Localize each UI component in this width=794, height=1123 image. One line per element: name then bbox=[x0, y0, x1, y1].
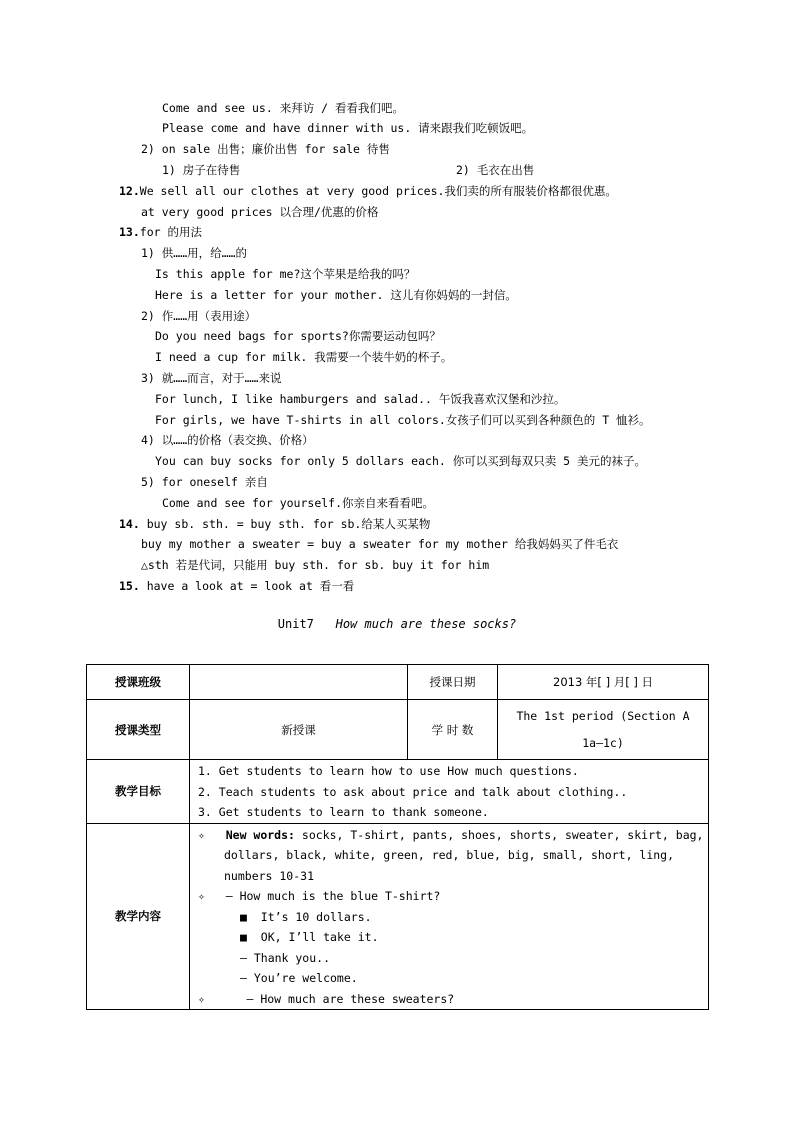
note-line bbox=[456, 162, 534, 178]
square-bullet-icon: ■ bbox=[240, 909, 247, 924]
goal-item: 1. Get students to learn how to use How much questions. bbox=[198, 764, 579, 778]
note-line bbox=[155, 328, 441, 344]
goals-cell bbox=[190, 760, 709, 824]
hours-label: 学 时 数 bbox=[408, 700, 498, 760]
dialogue-answer-2 bbox=[198, 927, 708, 948]
new-words-line2: dollars, black, white, green, red, blue, big, small, short, ling, bbox=[224, 848, 675, 862]
type-label: 授课类型 bbox=[87, 700, 190, 760]
item-number: 12. bbox=[119, 184, 140, 198]
hours-value-line1: The 1st period (Section A bbox=[516, 708, 690, 723]
hours-value-line2: 1a—1c) bbox=[582, 735, 624, 750]
new-words-label: New words: bbox=[225, 827, 295, 842]
note-line bbox=[155, 266, 415, 282]
note-line bbox=[141, 557, 489, 573]
note-text: for 的用法 bbox=[139, 225, 202, 239]
note-line bbox=[162, 495, 434, 511]
date-value: 2013 年[ ] 月[ ] 日 bbox=[498, 665, 709, 700]
note-line bbox=[119, 516, 430, 532]
dialogue-welcome: — You’re welcome. bbox=[240, 971, 358, 985]
note-text: You can buy socks for only 5 dollars each. 你可以买到每双只卖 5 美元的袜子。 bbox=[155, 454, 646, 468]
type-value: 新授课 bbox=[190, 700, 408, 760]
note-text: We sell all our clothes at very good prices.我们卖的所有服装价格都很优惠。 bbox=[139, 184, 617, 198]
goal-item: 3. Get students to learn to thank someone. bbox=[198, 805, 489, 819]
note-text: Come and see for yourself.你亲自来看看吧。 bbox=[162, 496, 435, 510]
item-number: 14. bbox=[119, 517, 140, 531]
diamond-bullet-icon: ✧ bbox=[198, 991, 205, 1006]
unit-question: How much are these socks? bbox=[335, 617, 517, 631]
note-text: 2) on sale 出售；廉价出售 for sale 待售 bbox=[141, 142, 390, 156]
note-line bbox=[141, 536, 618, 552]
note-text: Please come and have dinner with us. 请来跟我们吃顿饭吧。 bbox=[162, 121, 534, 135]
note-text: 2) 作……用（表用途） bbox=[141, 309, 257, 323]
note-text: Is this apple for me?这个苹果是给我的吗？ bbox=[155, 267, 416, 281]
note-line bbox=[141, 204, 378, 220]
note-text: 4) 以……的价格（表交换、价格） bbox=[141, 433, 314, 447]
unit-title bbox=[0, 617, 794, 631]
hours-value bbox=[498, 700, 709, 760]
note-text: △sth 若是代词，只能用 buy sth. for sb. buy it for him bbox=[141, 558, 490, 572]
note-line bbox=[155, 391, 565, 407]
note-line bbox=[141, 370, 281, 386]
note-text: at very good prices 以合理/优惠的价格 bbox=[141, 205, 379, 219]
note-text: 1) 供……用，给……的 bbox=[141, 246, 247, 260]
row-content bbox=[87, 823, 709, 1010]
note-text: Do you need bags for sports?你需要运动包吗？ bbox=[155, 329, 441, 343]
goals-label: 教学目标 bbox=[87, 760, 190, 824]
new-words-list: socks, T-shirt, pants, shoes, shorts, sweater, skirt, bag, bbox=[294, 827, 704, 842]
answer-text: It’s 10 dollars. bbox=[260, 909, 372, 924]
note-text: 3) 就……而言，对于……来说 bbox=[141, 371, 282, 385]
diamond-bullet-icon: ✧ bbox=[198, 889, 205, 903]
note-line bbox=[155, 287, 517, 303]
dialogue-answer-1 bbox=[198, 907, 708, 928]
note-line bbox=[141, 245, 247, 261]
note-line bbox=[162, 120, 533, 136]
note-line bbox=[155, 453, 646, 469]
note-text: Here is a letter for your mother. 这儿有你妈妈的一封信。 bbox=[155, 288, 517, 302]
note-text: 1) 房子在待售 bbox=[162, 163, 241, 177]
note-text: have a look at = look at 看一看 bbox=[139, 579, 355, 593]
note-line bbox=[119, 578, 354, 594]
class-label: 授课班级 bbox=[87, 665, 190, 700]
row-class bbox=[87, 665, 709, 700]
note-text: For lunch, I like hamburgers and salad.. 午饭我喜欢汉堡和沙拉。 bbox=[155, 392, 566, 406]
question-text: — How much are these sweaters? bbox=[246, 991, 455, 1006]
note-line bbox=[155, 412, 651, 428]
note-text: I need a cup for milk. 我需要一个装牛奶的杯子。 bbox=[155, 350, 453, 364]
dialogue-thanks: — Thank you.. bbox=[240, 950, 331, 965]
note-line bbox=[141, 141, 390, 157]
content-cell bbox=[190, 823, 709, 1010]
note-text: 5) for oneself 亲自 bbox=[141, 475, 268, 489]
note-text: Come and see us. 来拜访 / 看看我们吧。 bbox=[162, 101, 404, 115]
item-number: 15. bbox=[119, 579, 140, 593]
item-number: 13. bbox=[119, 225, 140, 239]
note-text: buy sb. sth. = buy sth. for sb.给某人买某物 bbox=[139, 517, 431, 531]
row-type bbox=[87, 700, 709, 760]
answer-text: OK, I’ll take it. bbox=[260, 930, 379, 944]
goal-item: 2. Teach students to ask about price and talk about clothing.. bbox=[198, 784, 628, 799]
note-text: For girls, we have T-shirts in all colors.女孩子们可以买到各种颜色的 T 恤衫。 bbox=[155, 413, 651, 427]
note-text: 2) 毛衣在出售 bbox=[456, 163, 535, 177]
content-label: 教学内容 bbox=[87, 823, 190, 1010]
new-words-line3: numbers 10-31 bbox=[224, 868, 315, 883]
note-line bbox=[119, 224, 202, 240]
dialogue-question-1 bbox=[198, 886, 708, 907]
dialogue-question-2 bbox=[198, 989, 708, 1010]
note-line bbox=[162, 162, 240, 178]
square-bullet-icon: ■ bbox=[240, 930, 247, 944]
note-line bbox=[155, 349, 452, 365]
note-line bbox=[141, 432, 314, 448]
content-new-words bbox=[198, 825, 708, 846]
date-label: 授课日期 bbox=[408, 665, 498, 700]
lesson-plan-table bbox=[86, 664, 709, 1010]
row-goals bbox=[87, 760, 709, 824]
note-line bbox=[162, 100, 404, 116]
note-line bbox=[141, 308, 256, 324]
note-line bbox=[119, 183, 617, 199]
question-text: — How much is the blue T-shirt? bbox=[225, 889, 441, 903]
class-value bbox=[190, 665, 408, 700]
diamond-bullet-icon: ✧ bbox=[198, 827, 205, 842]
note-text: buy my mother a sweater = buy a sweater for my mother 给我妈妈买了件毛衣 bbox=[141, 537, 619, 551]
unit-number: Unit7 bbox=[277, 617, 314, 631]
note-line bbox=[141, 474, 268, 490]
